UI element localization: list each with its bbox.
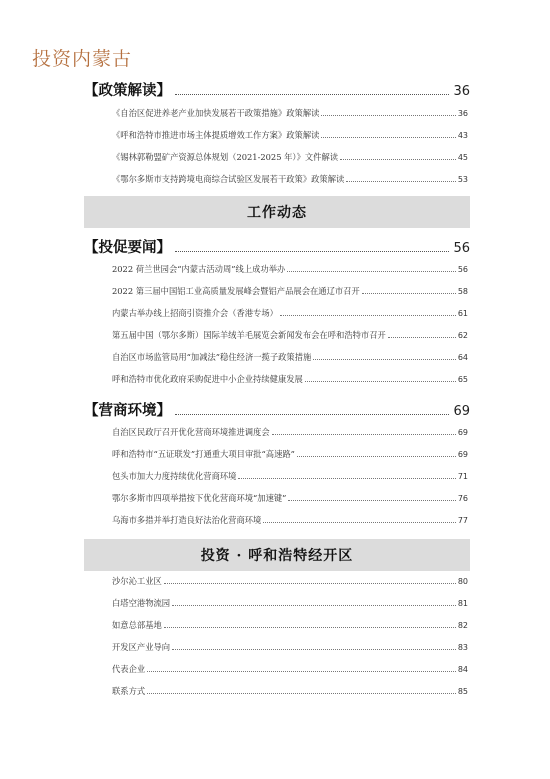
toc-item-page: 76 <box>457 494 468 503</box>
toc-item-title: 乌海市多措并举打造良好法治化营商环境 <box>112 515 262 525</box>
toc-item-title: 《自治区促进养老产业加快发展若干政策措施》政策解读 <box>112 108 320 118</box>
toc-item[interactable] <box>112 514 470 536</box>
toc-item[interactable] <box>112 470 470 492</box>
toc-item[interactable] <box>112 492 470 514</box>
toc-item[interactable] <box>112 151 470 173</box>
section-page: 56 <box>453 241 470 256</box>
toc-item-page: 69 <box>457 428 468 437</box>
toc-item[interactable] <box>112 129 470 151</box>
toc-item-page: 80 <box>457 577 468 586</box>
toc-item-page: 56 <box>457 265 468 274</box>
toc-item-title: 自治区市场监管局用“加减法”稳住经济一揽子政策措施 <box>112 352 312 362</box>
dot-leader <box>288 500 455 501</box>
dot-leader <box>340 159 456 160</box>
toc-item-page: 45 <box>457 153 468 162</box>
toc-item-title: 2022 第三届中国铝工业高质量发展峰会暨铝产品展会在通辽市召开 <box>112 286 360 296</box>
toc-item-title: 如意总部基地 <box>112 620 162 630</box>
toc-item-page: 69 <box>457 450 468 459</box>
toc-item-page: 61 <box>457 309 468 318</box>
toc-item[interactable] <box>112 285 470 307</box>
toc-item-title: 沙尔沁工业区 <box>112 576 162 586</box>
toc-item[interactable] <box>112 263 470 285</box>
section-title: 【政策解读】 <box>84 82 171 99</box>
toc-item-page: 82 <box>457 621 468 630</box>
category-title: 工作动态 <box>247 205 307 221</box>
section-heading[interactable] <box>84 399 470 421</box>
toc-item[interactable] <box>112 173 470 195</box>
dot-leader <box>172 649 456 650</box>
section-title: 【投促要闻】 <box>84 239 171 256</box>
dot-leader <box>175 414 449 415</box>
dot-leader <box>305 381 456 382</box>
dot-leader <box>175 94 449 95</box>
toc-item-title: 2022 荷兰世园会“内蒙古活动周”线上成功举办 <box>112 264 286 274</box>
toc-item[interactable] <box>112 448 470 470</box>
toc-item-title: 联系方式 <box>112 686 146 696</box>
toc-item-title: 包头市加大力度持续优化营商环境 <box>112 471 237 481</box>
toc-item-page: 81 <box>457 599 468 608</box>
toc-item-page: 83 <box>457 643 468 652</box>
toc-item-page: 36 <box>457 109 468 118</box>
toc-item-title: 《锡林郭勒盟矿产资源总体规划（2021-2025 年）》文件解读 <box>112 152 339 162</box>
toc-item-title: 内蒙古举办线上招商引资推介会（香港专场） <box>112 308 278 318</box>
toc-item-page: 71 <box>457 472 468 481</box>
toc-item-title: 自治区民政厅召开优化营商环境推进调度会 <box>112 427 270 437</box>
toc-item-page: 62 <box>457 331 468 340</box>
toc-item-title: 鄂尔多斯市四项举措按下优化营商环境“加速键” <box>112 493 287 503</box>
dot-leader <box>321 137 455 138</box>
dot-leader <box>346 181 455 182</box>
toc-item-title: 白塔空港物流园 <box>112 598 171 608</box>
toc-item[interactable] <box>112 107 470 129</box>
section-investment <box>84 236 470 395</box>
dot-leader <box>147 693 456 694</box>
dot-leader <box>172 605 456 606</box>
toc-item[interactable] <box>112 663 470 685</box>
dot-leader <box>164 583 456 584</box>
toc-item[interactable] <box>112 373 470 395</box>
dot-leader <box>313 359 455 360</box>
section-title: 【营商环境】 <box>84 402 171 419</box>
toc-item-page: 84 <box>457 665 468 674</box>
dot-leader <box>175 251 449 252</box>
dot-leader <box>362 293 456 294</box>
section-heading[interactable] <box>84 236 470 258</box>
toc-item-title: 开发区产业导向 <box>112 642 171 652</box>
section-policy <box>84 79 470 195</box>
toc-item[interactable] <box>112 619 470 641</box>
section-heading[interactable] <box>84 79 470 101</box>
toc-item-title: 呼和浩特市优化政府采购促进中小企业持续健康发展 <box>112 374 303 384</box>
section-business <box>84 399 470 536</box>
section-page: 69 <box>453 404 470 419</box>
toc-item[interactable] <box>112 426 470 448</box>
toc-item-title: 《鄂尔多斯市支持跨境电商综合试验区发展若干政策》政策解读 <box>112 174 345 184</box>
toc-item-page: 43 <box>457 131 468 140</box>
toc-item[interactable] <box>112 351 470 373</box>
dot-leader <box>321 115 455 116</box>
toc-item-title: 《呼和浩特市推进市场主体提质增效工作方案》政策解读 <box>112 130 320 140</box>
category-title: 投资 · 呼和浩特经开区 <box>200 548 354 564</box>
toc-item[interactable] <box>112 329 470 351</box>
dot-leader <box>297 456 456 457</box>
toc-item-page: 58 <box>457 287 468 296</box>
toc-item-page: 85 <box>457 687 468 696</box>
toc-item[interactable] <box>112 575 470 597</box>
toc-item[interactable] <box>112 685 470 707</box>
dot-leader <box>280 315 456 316</box>
toc-item-title: 第五届中国（鄂尔多斯）国际羊绒羊毛展览会新闻发布会在呼和浩特市召开 <box>112 330 386 340</box>
dot-leader <box>164 627 456 628</box>
dot-leader <box>287 271 456 272</box>
toc-item-page: 77 <box>457 516 468 525</box>
section-kaifaqu <box>84 575 470 707</box>
brand-title: 投资内蒙古 <box>32 48 133 70</box>
toc-item[interactable] <box>112 641 470 663</box>
section-page: 36 <box>453 84 470 99</box>
dot-leader <box>272 434 456 435</box>
dot-leader <box>238 478 455 479</box>
toc-item-title: 呼和浩特市“五证联发”打通重大项目审批“高速路” <box>112 449 295 459</box>
toc-item-page: 65 <box>457 375 468 384</box>
dot-leader <box>263 522 455 523</box>
toc-item[interactable] <box>112 307 470 329</box>
toc-item-page: 64 <box>457 353 468 362</box>
dot-leader <box>388 337 456 338</box>
category-band <box>84 539 470 571</box>
dot-leader <box>147 671 456 672</box>
toc-item[interactable] <box>112 597 470 619</box>
toc-item-page: 53 <box>457 175 468 184</box>
category-band <box>84 196 470 228</box>
toc-item-title: 代表企业 <box>112 664 146 674</box>
